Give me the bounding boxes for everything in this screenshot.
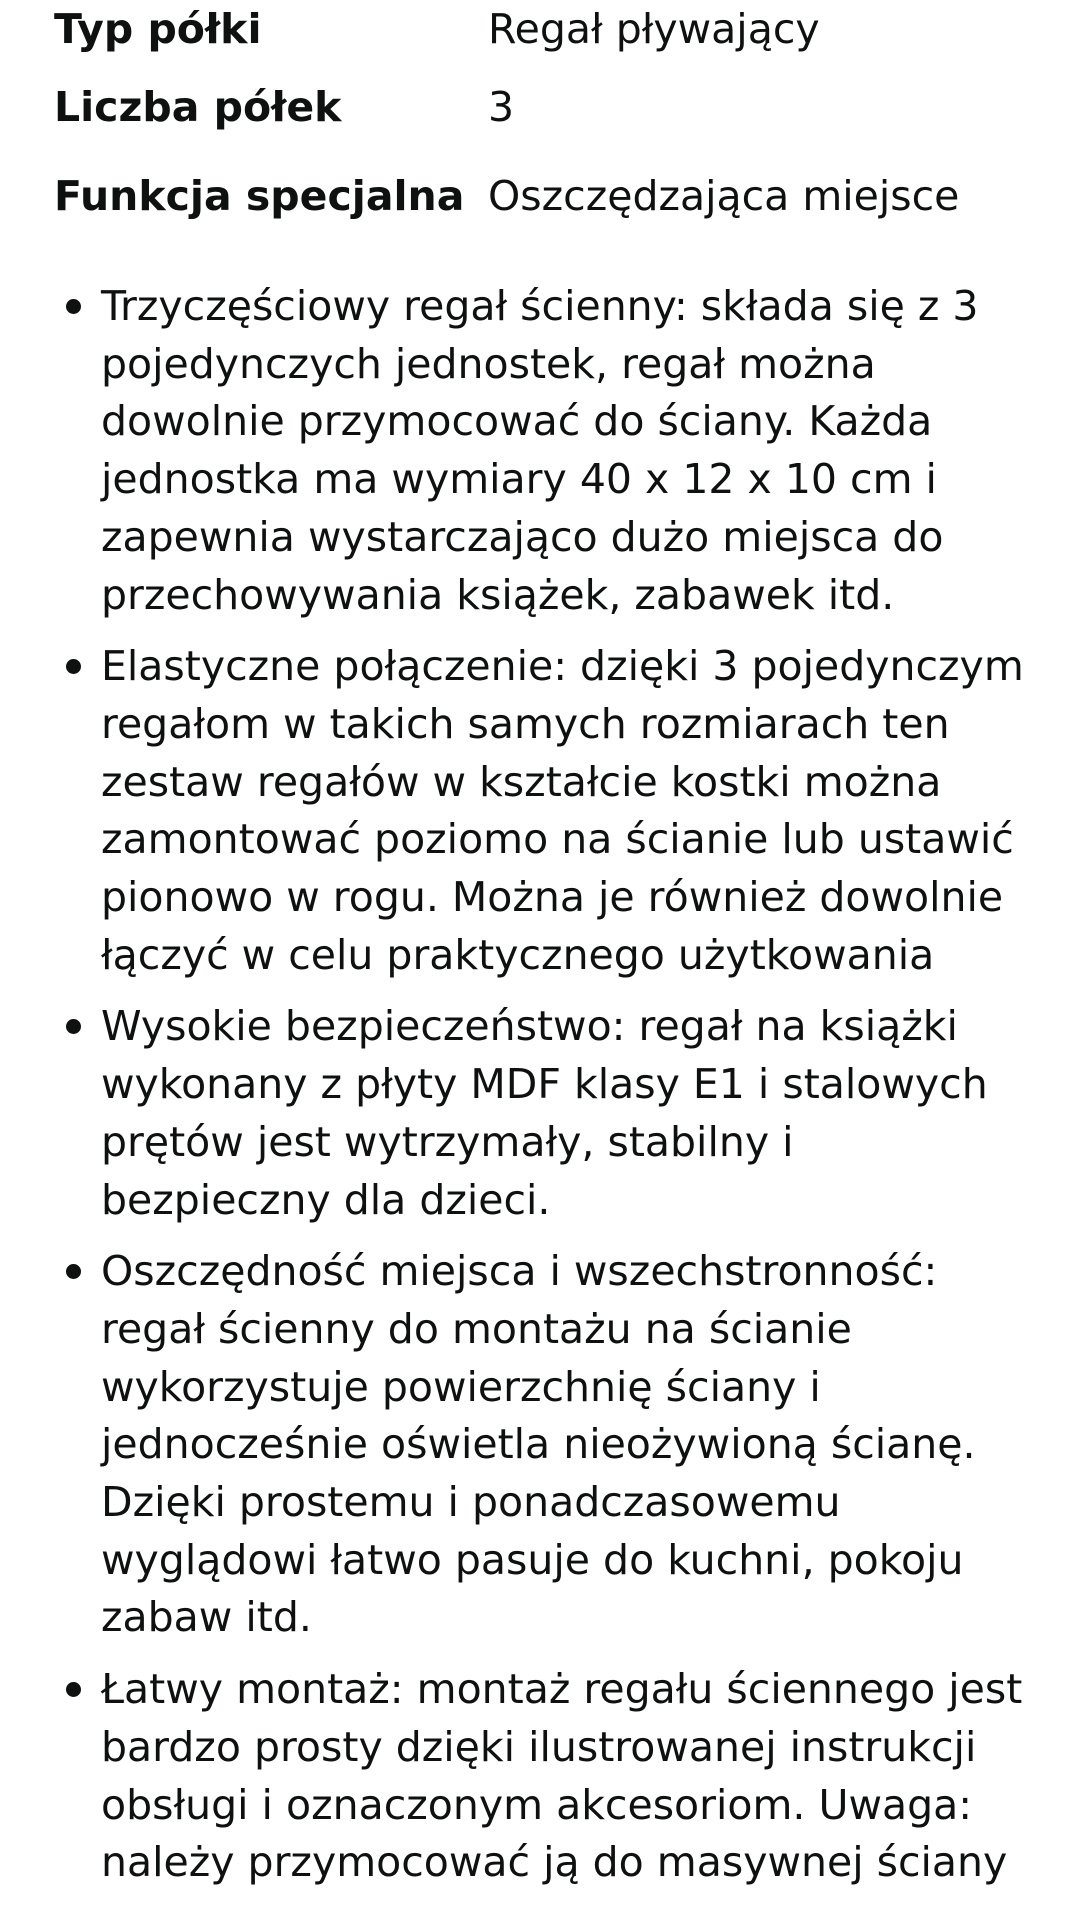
spec-row-shelf-count: [54, 62, 1054, 151]
bullet-dot-icon: [66, 299, 81, 314]
bullet-text-line: Wysokie bezpieczeństwo: regał na książki: [101, 1002, 958, 1051]
spec-row-shelf-type: [54, 0, 1054, 62]
bullet-text-line: obsługi i oznaczonym akcesoriom. Uwaga:: [101, 1780, 973, 1829]
bullet-text-line: Oszczędność miejsca i wszechstronność:: [101, 1247, 938, 1296]
bullet-text-line: bezpieczny dla dzieci.: [101, 1175, 551, 1224]
feature-bullet: [54, 638, 1054, 984]
bullet-text-line: pojedynczych jednostek, regał można: [101, 339, 876, 388]
bullet-text-line: wykorzystuje powierzchnię ściany i: [101, 1362, 821, 1411]
bullet-text-line: jednocześnie oświetla nieożywioną ścianę.: [101, 1420, 976, 1469]
bullet-text-line: zabaw itd.: [101, 1593, 312, 1642]
bullet-text-line: jednostka ma wymiary 40 x 12 x 10 cm i: [101, 455, 937, 504]
bullet-text-line: należy przymocować ją do masywnej ściany: [101, 1838, 1008, 1887]
bullet-text-line: Elastyczne połączenie: dzięki 3 pojedynczym: [101, 642, 1024, 691]
feature-bullet: [54, 1243, 1054, 1647]
spec-label: Typ półki: [54, 5, 262, 53]
spec-label: Liczba półek: [54, 82, 342, 131]
bullet-text-line: regał ścienny do montażu na ścianie: [101, 1304, 852, 1353]
bullet-text-line: łączyć w celu praktycznego użytkowania: [101, 930, 935, 979]
feature-bullet-list: [54, 278, 1054, 1906]
bullet-text-line: bardzo prosty dzięki ilustrowanej instrukcji: [101, 1722, 977, 1771]
spec-row-special-feature: [54, 151, 1054, 240]
bullet-text-line: Trzyczęściowy regał ścienny: składa się z 3: [101, 282, 979, 330]
spec-value: 3: [488, 82, 515, 131]
bullet-text-line: przechowywania książek, zabawek itd.: [101, 570, 895, 619]
bullet-dot-icon: [66, 1682, 81, 1697]
feature-bullet: [54, 1661, 1054, 1892]
bullet-text-line: wyglądowi łatwo pasuje do kuchni, pokoju: [101, 1535, 964, 1584]
bullet-dot-icon: [66, 659, 81, 674]
bullet-text-line: pionowo w rogu. Można je również dowolnie: [101, 873, 1004, 922]
bullet-dot-icon: [66, 1019, 81, 1034]
bullet-text-line: wykonany z płyty MDF klasy E1 i stalowych: [101, 1060, 988, 1109]
bullet-text-line: zamontować poziomo na ścianie lub ustawić: [101, 815, 1014, 864]
bullet-dot-icon: [66, 1264, 81, 1279]
spec-value: Oszczędzająca miejsce: [488, 171, 960, 220]
bullet-text-line: Dzięki prostemu i ponadczasowemu: [101, 1478, 841, 1527]
feature-bullet: [54, 998, 1054, 1229]
bullet-text-line: regałom w takich samych rozmiarach ten: [101, 699, 950, 748]
spec-value: Regał pływający: [488, 5, 820, 53]
feature-bullet: [54, 278, 1054, 624]
bullet-text-line: Łatwy montaż: montaż regału ściennego jest: [101, 1665, 1023, 1714]
bullet-text-line: zestaw regałów w kształcie kostki można: [101, 757, 942, 806]
product-specs-table: [54, 0, 1054, 240]
bullet-text-line: dowolnie przymocować do ściany. Każda: [101, 397, 933, 446]
bullet-text-line: zapewnia wystarczająco dużo miejsca do: [101, 512, 944, 561]
bullet-text-line: prętów jest wytrzymały, stabilny i: [101, 1117, 794, 1166]
spec-label: Funkcja specjalna: [54, 171, 465, 220]
